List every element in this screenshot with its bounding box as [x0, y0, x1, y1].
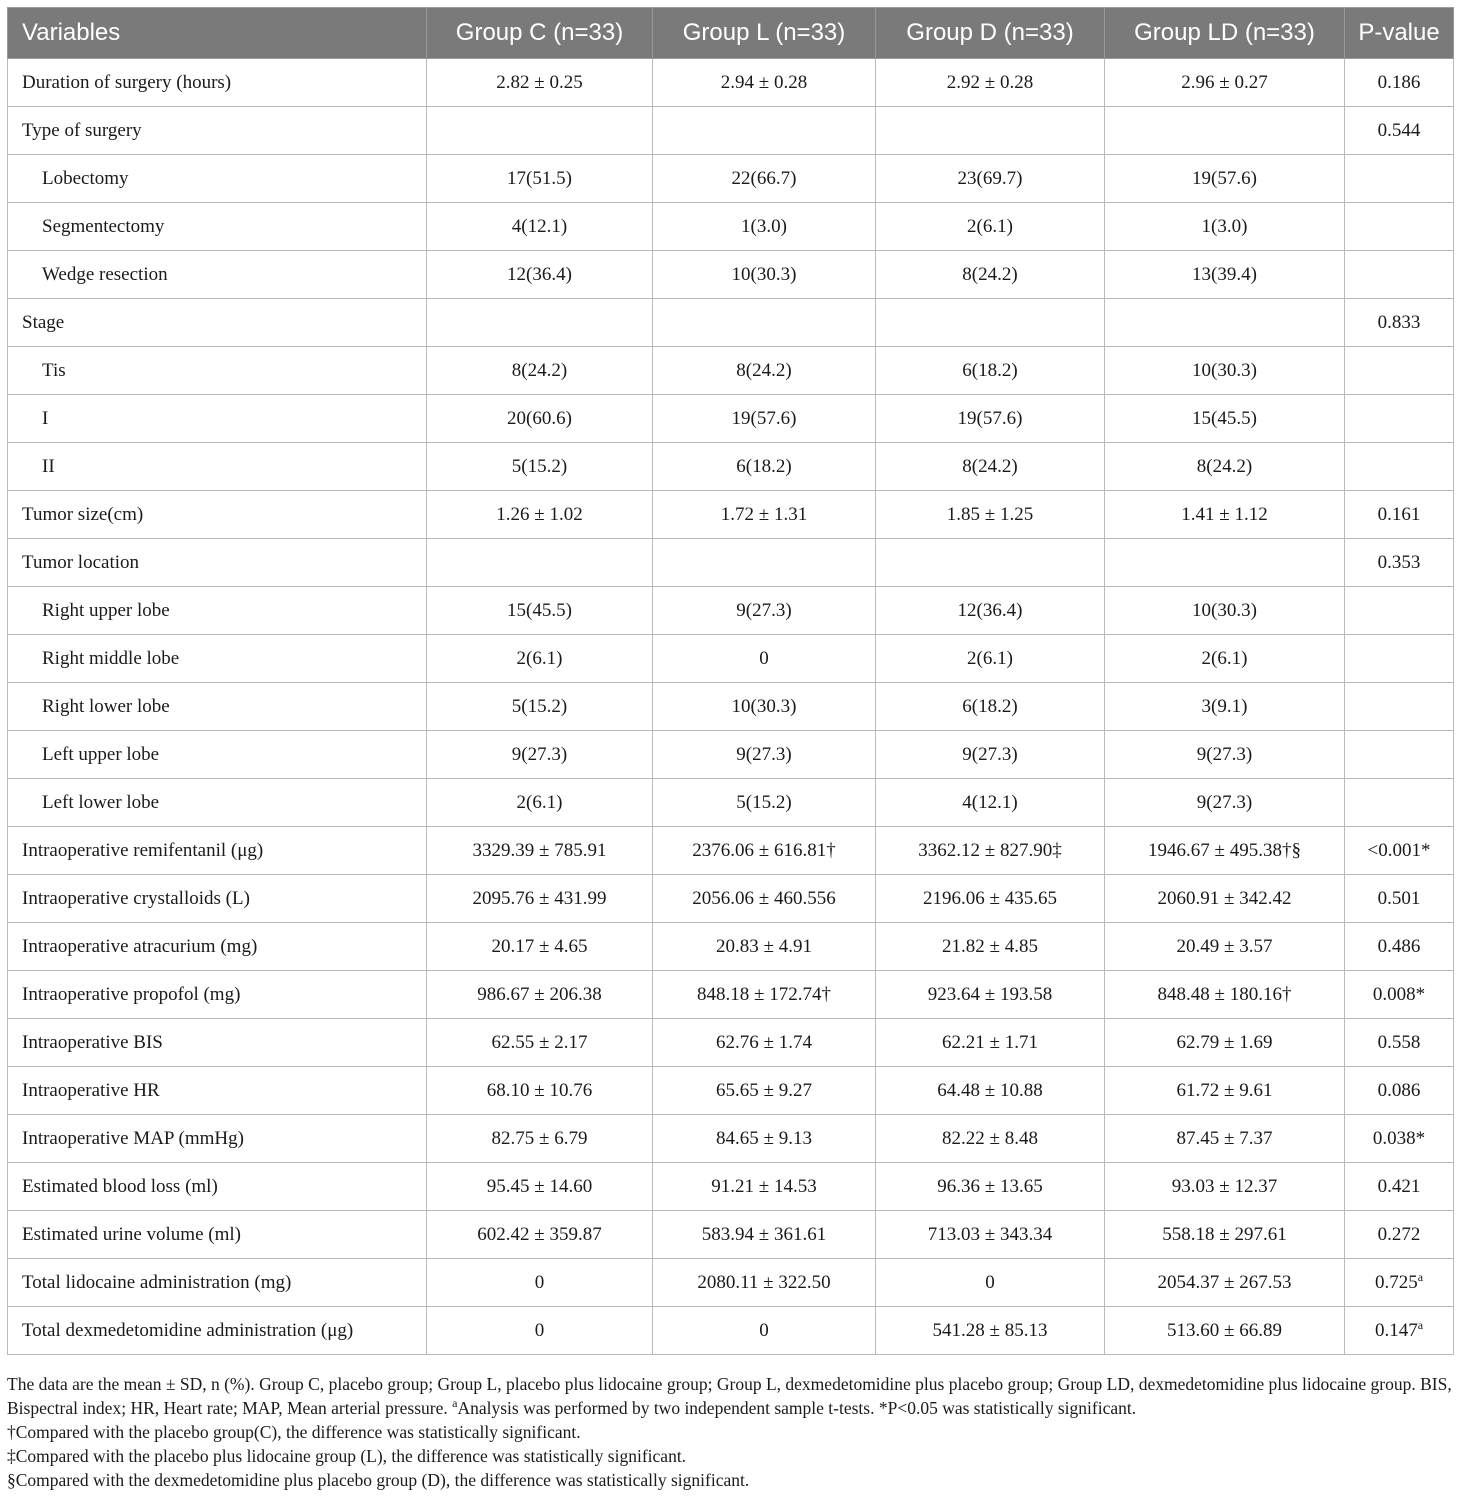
footnote-main-superscript: a: [452, 1396, 458, 1410]
footnote-main-text-2: Analysis was performed by two independent sample t-tests. *P<0.05 was statistically significant.: [457, 1398, 1137, 1418]
cell-group-d: [876, 299, 1105, 347]
cell-group-c: 82.75 ± 6.79: [427, 1115, 653, 1163]
footnote-main-text-1: The data are the mean ± SD, n (%). Group C, placebo group; Group L, placebo plus lidocaine group; Group L, dexmedetomidine plus placebo group; Group LD, dexmedetomidine plus lidocaine group. BIS, Bispectral index; HR, Heart rate; MAP, Mean arterial pressure.: [7, 1374, 1452, 1418]
cell-variable: Right upper lobe: [8, 587, 427, 635]
cell-group-ld: 2054.37 ± 267.53: [1105, 1259, 1345, 1307]
cell-p-value: [1345, 1211, 1454, 1259]
footnote-double-dagger: ‡Compared with the placebo plus lidocaine group (L), the difference was statistically significant.: [7, 1446, 687, 1466]
table-row: [8, 923, 1454, 971]
cell-group-l: [653, 107, 876, 155]
p-value-superscript: a: [1417, 1317, 1424, 1332]
cell-variable: Right middle lobe: [8, 635, 427, 683]
cell-group-c: 3329.39 ± 785.91: [427, 827, 653, 875]
cell-group-ld: 93.03 ± 12.37: [1105, 1163, 1345, 1211]
p-value-text: 0.544: [1377, 119, 1421, 141]
cell-group-ld: 3(9.1): [1105, 683, 1345, 731]
cell-group-ld: 19(57.6): [1105, 155, 1345, 203]
table-row: [8, 875, 1454, 923]
table-row: [8, 1067, 1454, 1115]
cell-p-value: [1345, 779, 1454, 827]
cell-variable: Intraoperative crystalloids (L): [8, 875, 427, 923]
cell-group-ld: 558.18 ± 297.61: [1105, 1211, 1345, 1259]
cell-group-ld: 9(27.3): [1105, 731, 1345, 779]
cell-group-c: 20.17 ± 4.65: [427, 923, 653, 971]
header-group-c: Group C (n=33): [427, 8, 653, 59]
cell-group-l: 2376.06 ± 616.81†: [653, 827, 876, 875]
cell-group-ld: 2060.91 ± 342.42: [1105, 875, 1345, 923]
cell-group-c: 2(6.1): [427, 779, 653, 827]
cell-variable: Tumor location: [8, 539, 427, 587]
p-value-text: 0.086: [1377, 1079, 1421, 1101]
cell-p-value: [1345, 347, 1454, 395]
cell-p-value: [1345, 59, 1454, 107]
cell-group-l: 20.83 ± 4.91: [653, 923, 876, 971]
cell-p-value: [1345, 1115, 1454, 1163]
cell-p-value: [1345, 587, 1454, 635]
cell-group-c: 986.67 ± 206.38: [427, 971, 653, 1019]
cell-group-ld: 1(3.0): [1105, 203, 1345, 251]
cell-group-c: 62.55 ± 2.17: [427, 1019, 653, 1067]
cell-p-value: [1345, 731, 1454, 779]
cell-p-value: [1345, 395, 1454, 443]
cell-group-l: 2.94 ± 0.28: [653, 59, 876, 107]
cell-group-l: 2056.06 ± 460.556: [653, 875, 876, 923]
cell-p-value: [1345, 155, 1454, 203]
cell-group-ld: 10(30.3): [1105, 347, 1345, 395]
cell-group-c: 4(12.1): [427, 203, 653, 251]
p-value-text: 0.833: [1377, 311, 1421, 333]
cell-p-value: [1345, 923, 1454, 971]
cell-group-d: 4(12.1): [876, 779, 1105, 827]
header-group-d: Group D (n=33): [876, 8, 1105, 59]
footnote-main: [7, 1372, 1453, 1420]
cell-p-value: [1345, 539, 1454, 587]
cell-group-c: 20(60.6): [427, 395, 653, 443]
header-variables: Variables: [8, 8, 427, 59]
cell-variable: Total lidocaine administration (mg): [8, 1259, 427, 1307]
cell-group-l: 65.65 ± 9.27: [653, 1067, 876, 1115]
cell-group-ld: 62.79 ± 1.69: [1105, 1019, 1345, 1067]
table-row: [8, 155, 1454, 203]
cell-group-l: 848.18 ± 172.74†: [653, 971, 876, 1019]
cell-group-ld: 848.48 ± 180.16†: [1105, 971, 1345, 1019]
cell-variable: Lobectomy: [8, 155, 427, 203]
cell-group-d: 1.85 ± 1.25: [876, 491, 1105, 539]
cell-group-d: 8(24.2): [876, 251, 1105, 299]
cell-group-ld: 61.72 ± 9.61: [1105, 1067, 1345, 1115]
cell-group-d: 923.64 ± 193.58: [876, 971, 1105, 1019]
cell-group-ld: 1.41 ± 1.12: [1105, 491, 1345, 539]
cell-variable: Intraoperative HR: [8, 1067, 427, 1115]
cell-p-value: [1345, 1019, 1454, 1067]
cell-group-d: 9(27.3): [876, 731, 1105, 779]
p-value-text: 0.501: [1377, 887, 1421, 909]
cell-group-c: [427, 539, 653, 587]
footnote-section: §Compared with the dexmedetomidine plus placebo group (D), the difference was statistically significant.: [7, 1470, 750, 1490]
cell-group-ld: 2(6.1): [1105, 635, 1345, 683]
cell-group-ld: 10(30.3): [1105, 587, 1345, 635]
cell-group-d: [876, 539, 1105, 587]
cell-variable: Duration of surgery (hours): [8, 59, 427, 107]
cell-group-l: 1(3.0): [653, 203, 876, 251]
cell-group-l: 10(30.3): [653, 683, 876, 731]
table-header-row: [8, 8, 1454, 59]
p-value-text: 0.161: [1377, 503, 1421, 525]
table-row: [8, 395, 1454, 443]
cell-group-l: 62.76 ± 1.74: [653, 1019, 876, 1067]
table-row: [8, 443, 1454, 491]
cell-group-d: 541.28 ± 85.13: [876, 1307, 1105, 1355]
cell-group-c: 5(15.2): [427, 443, 653, 491]
cell-group-ld: 13(39.4): [1105, 251, 1345, 299]
cell-p-value: [1345, 875, 1454, 923]
cell-group-d: 3362.12 ± 827.90‡: [876, 827, 1105, 875]
p-value-text: 0.186: [1377, 71, 1421, 93]
cell-group-d: 8(24.2): [876, 443, 1105, 491]
cell-group-ld: 20.49 ± 3.57: [1105, 923, 1345, 971]
cell-variable: II: [8, 443, 427, 491]
header-group-l: Group L (n=33): [653, 8, 876, 59]
table-row: [8, 107, 1454, 155]
cell-group-l: 6(18.2): [653, 443, 876, 491]
cell-group-ld: [1105, 539, 1345, 587]
cell-group-l: 10(30.3): [653, 251, 876, 299]
cell-group-l: [653, 299, 876, 347]
cell-group-d: 2(6.1): [876, 203, 1105, 251]
table-row: [8, 347, 1454, 395]
table-row: [8, 1307, 1454, 1355]
cell-group-ld: 8(24.2): [1105, 443, 1345, 491]
cell-group-l: 8(24.2): [653, 347, 876, 395]
cell-group-ld: 9(27.3): [1105, 779, 1345, 827]
cell-p-value: [1345, 1067, 1454, 1115]
cell-group-d: 96.36 ± 13.65: [876, 1163, 1105, 1211]
cell-variable: Tis: [8, 347, 427, 395]
cell-group-ld: 2.96 ± 0.27: [1105, 59, 1345, 107]
cell-group-c: [427, 299, 653, 347]
cell-group-c: 5(15.2): [427, 683, 653, 731]
table-row: [8, 1163, 1454, 1211]
cell-group-l: 9(27.3): [653, 731, 876, 779]
cell-group-d: 713.03 ± 343.34: [876, 1211, 1105, 1259]
cell-group-d: 82.22 ± 8.48: [876, 1115, 1105, 1163]
cell-variable: Segmentectomy: [8, 203, 427, 251]
cell-group-c: 2.82 ± 0.25: [427, 59, 653, 107]
cell-variable: Intraoperative BIS: [8, 1019, 427, 1067]
results-table-container: [7, 7, 1453, 1355]
cell-p-value: [1345, 491, 1454, 539]
cell-group-l: 0: [653, 635, 876, 683]
cell-group-l: 5(15.2): [653, 779, 876, 827]
cell-group-c: 0: [427, 1259, 653, 1307]
cell-group-c: [427, 107, 653, 155]
cell-group-l: 84.65 ± 9.13: [653, 1115, 876, 1163]
table-row: [8, 827, 1454, 875]
p-value-text: 0.725: [1374, 1271, 1418, 1293]
cell-group-c: 9(27.3): [427, 731, 653, 779]
cell-p-value: [1345, 203, 1454, 251]
cell-p-value: [1345, 107, 1454, 155]
cell-group-d: 64.48 ± 10.88: [876, 1067, 1105, 1115]
cell-variable: I: [8, 395, 427, 443]
cell-group-l: 583.94 ± 361.61: [653, 1211, 876, 1259]
table-row: [8, 1115, 1454, 1163]
cell-group-c: 2(6.1): [427, 635, 653, 683]
cell-variable: Intraoperative propofol (mg): [8, 971, 427, 1019]
cell-group-c: 8(24.2): [427, 347, 653, 395]
cell-variable: Stage: [8, 299, 427, 347]
p-value-superscript: a: [1417, 1269, 1424, 1284]
p-value-text: 0.008*: [1372, 983, 1426, 1005]
cell-group-d: 6(18.2): [876, 347, 1105, 395]
table-row: [8, 299, 1454, 347]
cell-p-value: [1345, 1163, 1454, 1211]
cell-variable: Wedge resection: [8, 251, 427, 299]
cell-p-value: [1345, 635, 1454, 683]
cell-group-l: 19(57.6): [653, 395, 876, 443]
cell-p-value: [1345, 1307, 1454, 1355]
cell-p-value: [1345, 683, 1454, 731]
cell-p-value: [1345, 971, 1454, 1019]
table-row: [8, 731, 1454, 779]
p-value-text: 0.558: [1377, 1031, 1421, 1053]
cell-group-c: 68.10 ± 10.76: [427, 1067, 653, 1115]
cell-variable: Right lower lobe: [8, 683, 427, 731]
table-footnotes: [7, 1372, 1453, 1492]
table-row: [8, 1259, 1454, 1307]
cell-variable: Estimated urine volume (ml): [8, 1211, 427, 1259]
p-value-text: 0.486: [1377, 935, 1421, 957]
p-value-text: 0.147: [1374, 1319, 1418, 1341]
cell-variable: Left upper lobe: [8, 731, 427, 779]
cell-group-c: 15(45.5): [427, 587, 653, 635]
table-row: [8, 779, 1454, 827]
results-table: [7, 7, 1454, 1355]
cell-variable: Intraoperative atracurium (mg): [8, 923, 427, 971]
cell-group-ld: [1105, 107, 1345, 155]
cell-group-d: 2.92 ± 0.28: [876, 59, 1105, 107]
cell-group-d: 23(69.7): [876, 155, 1105, 203]
cell-group-c: 95.45 ± 14.60: [427, 1163, 653, 1211]
cell-variable: Tumor size(cm): [8, 491, 427, 539]
cell-group-d: 21.82 ± 4.85: [876, 923, 1105, 971]
cell-group-d: [876, 107, 1105, 155]
cell-p-value: [1345, 443, 1454, 491]
cell-group-ld: 15(45.5): [1105, 395, 1345, 443]
table-row: [8, 683, 1454, 731]
cell-group-l: 22(66.7): [653, 155, 876, 203]
cell-p-value: [1345, 299, 1454, 347]
cell-variable: Left lower lobe: [8, 779, 427, 827]
cell-group-d: 62.21 ± 1.71: [876, 1019, 1105, 1067]
p-value-text: 0.038*: [1372, 1127, 1426, 1149]
cell-group-d: 0: [876, 1259, 1105, 1307]
cell-group-l: 91.21 ± 14.53: [653, 1163, 876, 1211]
cell-group-c: 1.26 ± 1.02: [427, 491, 653, 539]
cell-group-l: 9(27.3): [653, 587, 876, 635]
cell-group-c: 2095.76 ± 431.99: [427, 875, 653, 923]
cell-group-d: 2196.06 ± 435.65: [876, 875, 1105, 923]
table-row: [8, 251, 1454, 299]
cell-group-l: [653, 539, 876, 587]
p-value-text: 0.421: [1377, 1175, 1421, 1197]
cell-group-c: 12(36.4): [427, 251, 653, 299]
cell-group-ld: 1946.67 ± 495.38†§: [1105, 827, 1345, 875]
table-row: [8, 1019, 1454, 1067]
cell-group-c: 602.42 ± 359.87: [427, 1211, 653, 1259]
table-body: [8, 59, 1454, 1355]
cell-p-value: [1345, 251, 1454, 299]
p-value-text: <0.001*: [1367, 839, 1431, 861]
cell-p-value: [1345, 827, 1454, 875]
table-row: [8, 635, 1454, 683]
cell-group-d: 19(57.6): [876, 395, 1105, 443]
cell-group-d: 6(18.2): [876, 683, 1105, 731]
cell-group-d: 12(36.4): [876, 587, 1105, 635]
cell-group-c: 0: [427, 1307, 653, 1355]
cell-group-d: 2(6.1): [876, 635, 1105, 683]
cell-group-ld: 87.45 ± 7.37: [1105, 1115, 1345, 1163]
cell-group-ld: 513.60 ± 66.89: [1105, 1307, 1345, 1355]
table-row: [8, 587, 1454, 635]
cell-group-l: 0: [653, 1307, 876, 1355]
p-value-text: 0.272: [1377, 1223, 1421, 1245]
cell-variable: Type of surgery: [8, 107, 427, 155]
footnote-dagger: †Compared with the placebo group(C), the difference was statistically significant.: [7, 1422, 581, 1442]
header-p-value: P-value: [1345, 8, 1454, 59]
cell-group-c: 17(51.5): [427, 155, 653, 203]
cell-variable: Total dexmedetomidine administration (μg): [8, 1307, 427, 1355]
cell-variable: Intraoperative MAP (mmHg): [8, 1115, 427, 1163]
table-row: [8, 59, 1454, 107]
table-row: [8, 971, 1454, 1019]
table-row: [8, 203, 1454, 251]
header-group-ld: Group LD (n=33): [1105, 8, 1345, 59]
cell-group-l: 1.72 ± 1.31: [653, 491, 876, 539]
cell-variable: Estimated blood loss (ml): [8, 1163, 427, 1211]
table-row: [8, 539, 1454, 587]
table-row: [8, 491, 1454, 539]
cell-variable: Intraoperative remifentanil (μg): [8, 827, 427, 875]
cell-group-l: 2080.11 ± 322.50: [653, 1259, 876, 1307]
cell-p-value: [1345, 1259, 1454, 1307]
p-value-text: 0.353: [1377, 551, 1421, 573]
table-row: [8, 1211, 1454, 1259]
cell-group-ld: [1105, 299, 1345, 347]
